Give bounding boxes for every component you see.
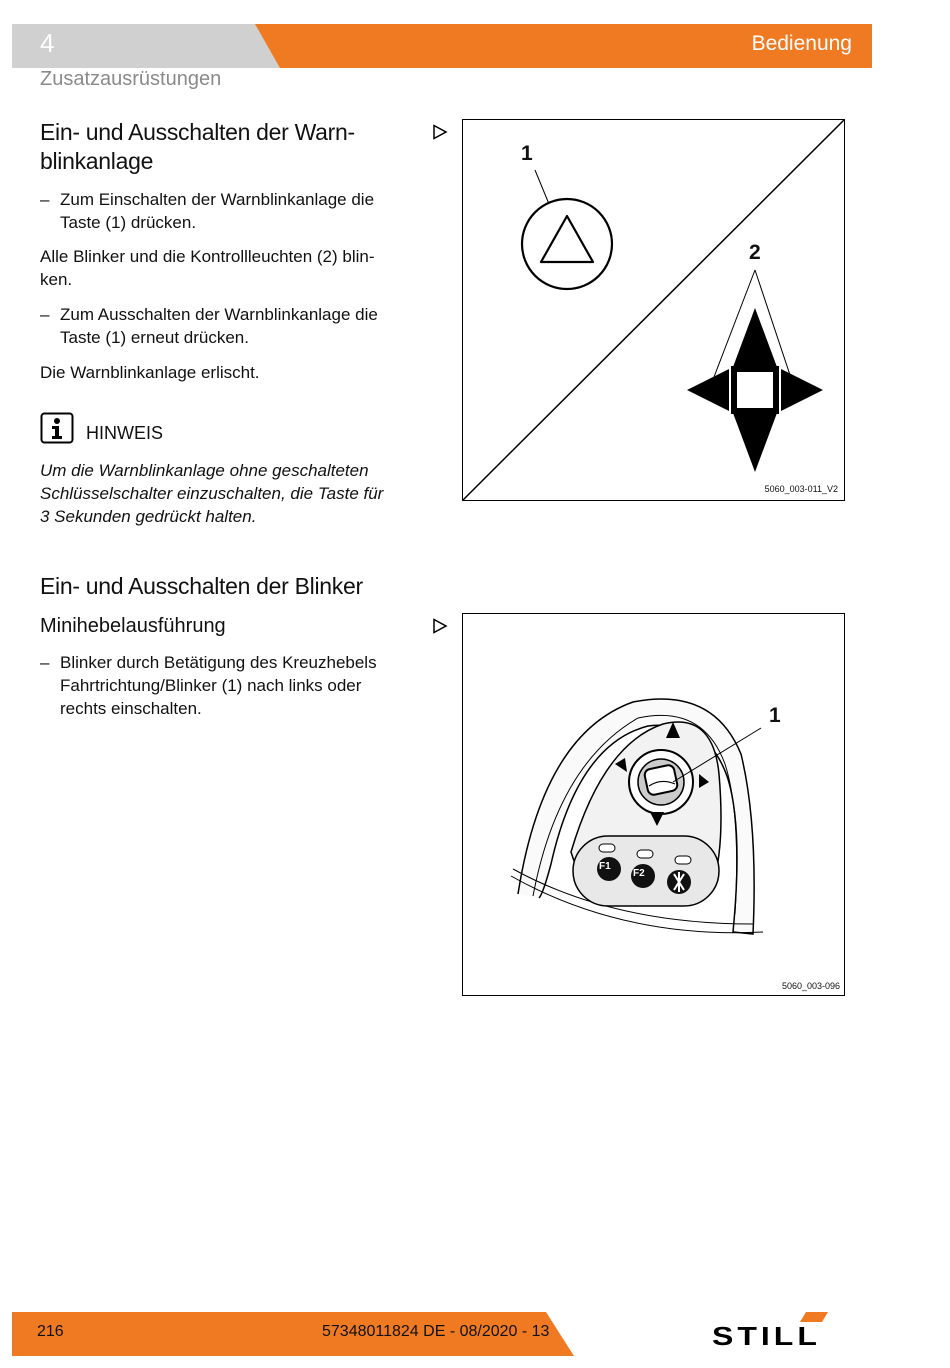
section2-title: Ein- und Ausschalten der Blinker bbox=[40, 573, 363, 599]
document-reference: 57348011824 DE - 08/2020 - 13 bbox=[322, 1323, 550, 1340]
step-1-line1: Zum Einschalten der Warnblinkanlage die bbox=[60, 190, 375, 209]
section2-step-1-line2: Fahrtrichtung/Blinker (1) nach links oder bbox=[60, 676, 362, 695]
callout-2: 2 bbox=[749, 241, 761, 264]
dash: – bbox=[40, 305, 50, 324]
section-name: Zusatzausrüstungen bbox=[40, 68, 222, 90]
figure-hazard-switch bbox=[462, 119, 845, 501]
logo-text: STILL bbox=[712, 1322, 821, 1351]
section1-body bbox=[40, 188, 430, 384]
section1-heading bbox=[40, 118, 440, 176]
section2-step-1 bbox=[40, 651, 450, 720]
figure-id: 5060_003-011_V2 bbox=[764, 484, 838, 494]
section2-step-1-line3: rechts einschalten. bbox=[60, 699, 202, 718]
section1-title-line2: blinkanlage bbox=[40, 148, 154, 174]
figure-turn-signal-lever bbox=[462, 613, 845, 996]
step-1 bbox=[40, 188, 430, 234]
step-2 bbox=[40, 303, 430, 349]
header-bar bbox=[12, 24, 872, 68]
section2-subtitle: Minihebelausführung bbox=[40, 615, 226, 637]
dash: – bbox=[40, 190, 50, 209]
result-1-line2: ken. bbox=[40, 270, 73, 289]
note-line2: Schlüsselschalter einzuschalten, die Taste für bbox=[40, 484, 384, 503]
step-1-line2: Taste (1) drücken. bbox=[60, 213, 197, 232]
chapter-title: Bedienung bbox=[751, 32, 852, 55]
callout-1: 1 bbox=[521, 142, 533, 165]
figure-id: 5060_003-096 bbox=[781, 981, 840, 991]
note-text bbox=[40, 459, 430, 528]
button-f2-label: F2 bbox=[633, 868, 645, 879]
note-line1: Um die Warnblinkanlage ohne geschalteten bbox=[40, 461, 369, 480]
info-icon bbox=[40, 412, 74, 444]
callout-1: 1 bbox=[769, 704, 781, 727]
play-triangle-icon bbox=[432, 618, 448, 634]
step-2-line1: Zum Ausschalten der Warnblinkanlage die bbox=[60, 305, 378, 324]
section2-step-1-line1: Blinker durch Betätigung des Kreuzhebels bbox=[60, 653, 377, 672]
note-line3: 3 Sekunden gedrückt halten. bbox=[40, 507, 257, 526]
chapter-number: 4 bbox=[40, 28, 55, 58]
note-label: HINWEIS bbox=[86, 423, 164, 443]
dash: – bbox=[40, 653, 50, 672]
button-f1-label: F1 bbox=[599, 861, 611, 872]
section1-title-line1: Ein- und Ausschalten der Warn- bbox=[40, 119, 355, 145]
still-logo bbox=[710, 1310, 870, 1360]
play-triangle-icon bbox=[432, 124, 448, 140]
page-number: 216 bbox=[37, 1323, 64, 1340]
result-1 bbox=[40, 245, 430, 291]
result-2: Die Warnblinkanlage erlischt. bbox=[40, 363, 260, 382]
result-1-line1: Alle Blinker und die Kontrollleuchten (2) blin- bbox=[40, 247, 375, 266]
lever-diagram bbox=[463, 614, 844, 995]
step-2-line2: Taste (1) erneut drücken. bbox=[60, 328, 249, 347]
hazard-diagram bbox=[463, 120, 844, 500]
